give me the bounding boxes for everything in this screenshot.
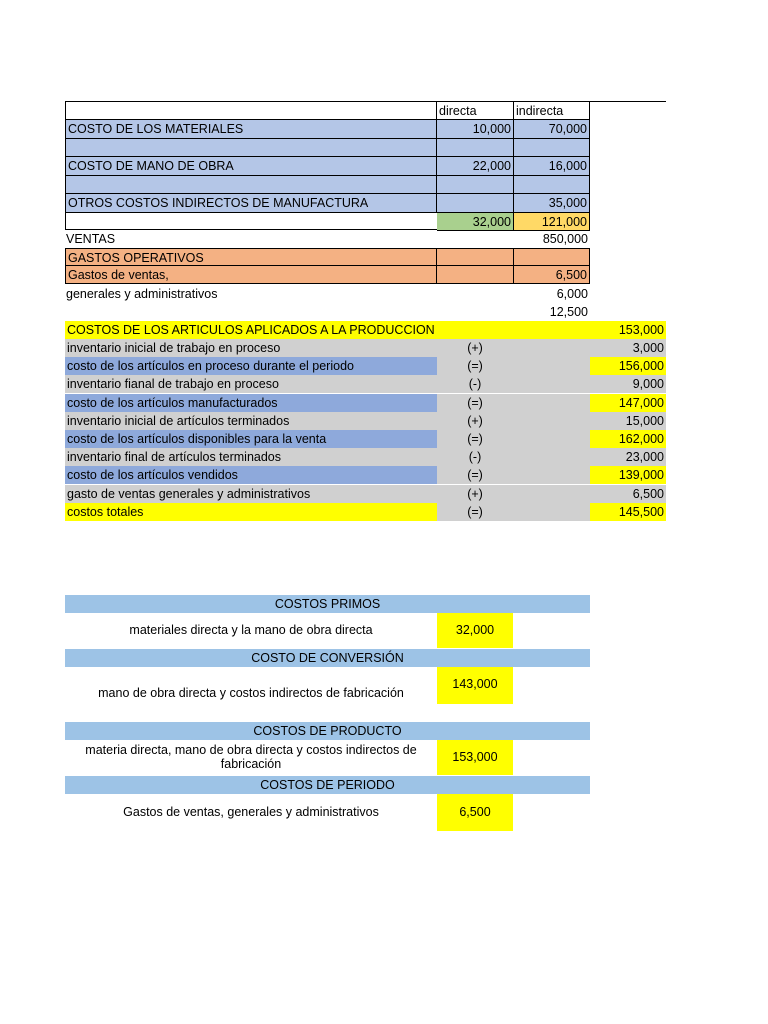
production-row-label-cell (65, 375, 437, 393)
header-indirecta: indirecta (516, 104, 564, 118)
gastos-ventas-directa-cell (437, 266, 514, 284)
production-row-value: 3,000 (632, 341, 664, 355)
production-row-label: gasto de ventas generales y administrativos (67, 487, 311, 501)
generales-label: generales y administrativos (66, 287, 218, 301)
production-row-value-cell (590, 357, 666, 375)
costos-periodo-header-cell (65, 776, 590, 794)
header-extension-line (590, 101, 666, 102)
costos-primos-value-cell (437, 613, 513, 648)
header-blank-cell (65, 101, 437, 120)
blank-row-cell (65, 176, 437, 194)
production-header-row (65, 321, 666, 339)
production-row-op: (+) (467, 414, 483, 428)
totals-bottom-border (65, 229, 437, 230)
blank-row-cell (514, 176, 590, 194)
materiales-label: COSTO DE LOS MATERIALES (68, 122, 244, 136)
production-row-value-cell (590, 394, 666, 412)
blank-row-cell (437, 176, 514, 194)
blank-row-cell (65, 139, 437, 157)
production-row-op: (=) (467, 359, 483, 373)
production-row-label-cell (65, 412, 437, 430)
costos-producto-header-cell (65, 722, 590, 740)
production-row-label: costo de los artículos manufacturados (67, 396, 278, 410)
production-row-label: costos totales (67, 505, 144, 519)
costos-producto-value: 153,000 (452, 749, 498, 764)
costo-conversion-value: 143,000 (452, 677, 498, 691)
production-row-value-cell (590, 448, 666, 466)
materiales-directa-cell (437, 120, 514, 139)
production-row-label-cell (65, 357, 437, 375)
costos-primos-value: 32,000 (455, 622, 495, 637)
gastos-ventas-indirecta-cell (514, 266, 590, 284)
production-row-label: inventario final de artículos terminados (67, 450, 282, 464)
production-row-label-cell (65, 466, 437, 484)
blank-row-cell (514, 139, 590, 157)
header-directa-cell (437, 101, 514, 120)
costos-producto-description-cell (65, 740, 437, 775)
production-row-label: costo de los artículos vendidos (67, 468, 238, 482)
otros-indirecta-cell (514, 194, 590, 213)
production-row-value: 23,000 (625, 450, 664, 464)
production-header-value: 153,000 (618, 323, 664, 337)
production-row-value: 147,000 (618, 396, 664, 410)
costos-primos-header-cell (65, 595, 590, 613)
total-indirecta: 121,000 (541, 215, 587, 229)
mano-obra-indirecta: 16,000 (548, 159, 587, 173)
production-row-op-cell (437, 339, 590, 357)
costo-conversion-description: mano de obra directa y costos indirectos de fabricación (98, 686, 404, 701)
production-row-op: (+) (467, 341, 483, 355)
gastos-ventas-value: 6,500 (555, 268, 587, 282)
production-row-value: 145,500 (618, 505, 664, 519)
production-row-op-cell (437, 375, 590, 393)
production-row-op: (=) (467, 505, 483, 519)
production-row-value-cell (590, 430, 666, 448)
production-row-label-cell (65, 394, 437, 412)
production-row-value: 6,500 (632, 487, 664, 501)
costo-conversion-header: COSTO DE CONVERSIÓN (251, 651, 404, 665)
production-row-value-cell (590, 412, 666, 430)
production-row-value-cell (590, 485, 666, 503)
production-row-op: (=) (467, 468, 483, 482)
production-header-label: COSTOS DE LOS ARTICULOS APLICADOS A LA PRODUCCION (67, 323, 435, 337)
costos-periodo-value-cell (437, 794, 513, 831)
materiales-label-cell (65, 120, 437, 139)
production-row-label-cell (65, 339, 437, 357)
production-row-value: 9,000 (632, 377, 664, 391)
production-row-op-cell (437, 357, 590, 375)
otros-label: OTROS COSTOS INDIRECTOS DE MANUFACTURA (68, 196, 369, 210)
mano-obra-directa-cell (437, 157, 514, 176)
materiales-indirecta: 70,000 (548, 122, 587, 136)
blank-row-cell (437, 139, 514, 157)
production-row-value: 162,000 (618, 432, 664, 446)
costo-conversion-description-cell (65, 667, 437, 721)
production-row-label-cell (65, 448, 437, 466)
total-directa-cell (437, 213, 514, 231)
production-row-label: costo de los artículos disponibles para la venta (67, 432, 327, 446)
materiales-directa: 10,000 (472, 122, 511, 136)
otros-directa-cell (437, 194, 514, 213)
gastos-ventas-label-cell (65, 266, 437, 284)
production-row-op: (-) (468, 450, 482, 464)
costos-primos-description-cell (65, 613, 437, 648)
production-row-label-cell (65, 503, 437, 521)
costo-conversion-value-cell (437, 667, 513, 704)
production-row-op-cell (437, 430, 590, 448)
production-row-label: inventario inicial de trabajo en proceso (67, 341, 281, 355)
total-indirecta-cell (514, 213, 590, 231)
production-row-label: inventario inicial de artículos terminados (67, 414, 290, 428)
materiales-indirecta-cell (514, 120, 590, 139)
generales-value: 6,000 (556, 287, 588, 301)
mano-obra-label: COSTO DE MANO DE OBRA (68, 159, 234, 173)
total-directa: 32,000 (472, 215, 511, 229)
header-directa: directa (439, 104, 477, 118)
subtotal-value: 12,500 (549, 305, 588, 319)
mano-obra-label-cell (65, 157, 437, 176)
production-row-value: 139,000 (618, 468, 664, 482)
gastos-operativos-directa-cell (437, 248, 514, 266)
production-row-op-cell (437, 466, 590, 484)
production-row-value-cell (590, 339, 666, 357)
costo-conversion-header-cell (65, 649, 590, 667)
production-row-value-cell (590, 375, 666, 393)
gastos-operativos-label-cell (65, 248, 437, 266)
mano-obra-directa: 22,000 (472, 159, 511, 173)
production-row-label-cell (65, 430, 437, 448)
production-row-label-cell (65, 485, 437, 503)
production-row-value: 15,000 (625, 414, 664, 428)
production-row-op: (+) (467, 487, 483, 501)
ventas-label: VENTAS (66, 232, 116, 246)
production-row-value-cell (590, 503, 666, 521)
production-row-op-cell (437, 448, 590, 466)
totals-left-border (65, 213, 66, 230)
production-row-op: (-) (468, 377, 482, 391)
production-row-op-cell (437, 412, 590, 430)
header-indirecta-cell (514, 101, 590, 120)
production-row-op: (=) (467, 432, 483, 446)
costos-producto-value-cell (437, 740, 513, 775)
production-row-op-cell (437, 485, 590, 503)
production-row-label: costo de los artículos en proceso durante el periodo (67, 359, 354, 373)
production-row-label: inventario fianal de trabajo en proceso (67, 377, 279, 391)
production-row-op-cell (437, 503, 590, 521)
costos-primos-description: materiales directa y la mano de obra directa (129, 622, 373, 637)
production-row-value-cell (590, 466, 666, 484)
costos-periodo-description: Gastos de ventas, generales y administrativos (123, 804, 379, 819)
costos-periodo-description-cell (65, 794, 437, 831)
production-row-op: (=) (467, 396, 483, 410)
costos-periodo-header: COSTOS DE PERIODO (260, 778, 395, 792)
gastos-operativos-indirecta-cell (514, 248, 590, 266)
costos-producto-header: COSTOS DE PRODUCTO (253, 724, 402, 738)
production-row-value: 156,000 (618, 359, 664, 373)
gastos-ventas-label: Gastos de ventas, (68, 268, 169, 282)
otros-indirecta: 35,000 (548, 196, 587, 210)
costos-periodo-value: 6,500 (459, 804, 491, 819)
mano-obra-indirecta-cell (514, 157, 590, 176)
ventas-value: 850,000 (542, 232, 588, 246)
costos-primos-header: COSTOS PRIMOS (274, 597, 381, 611)
production-row-op-cell (437, 394, 590, 412)
gastos-operativos-label: GASTOS OPERATIVOS (68, 251, 204, 265)
otros-label-cell (65, 194, 437, 213)
costos-producto-description: materia directa, mano de obra directa y costos indirectos de fabricación (85, 742, 417, 771)
